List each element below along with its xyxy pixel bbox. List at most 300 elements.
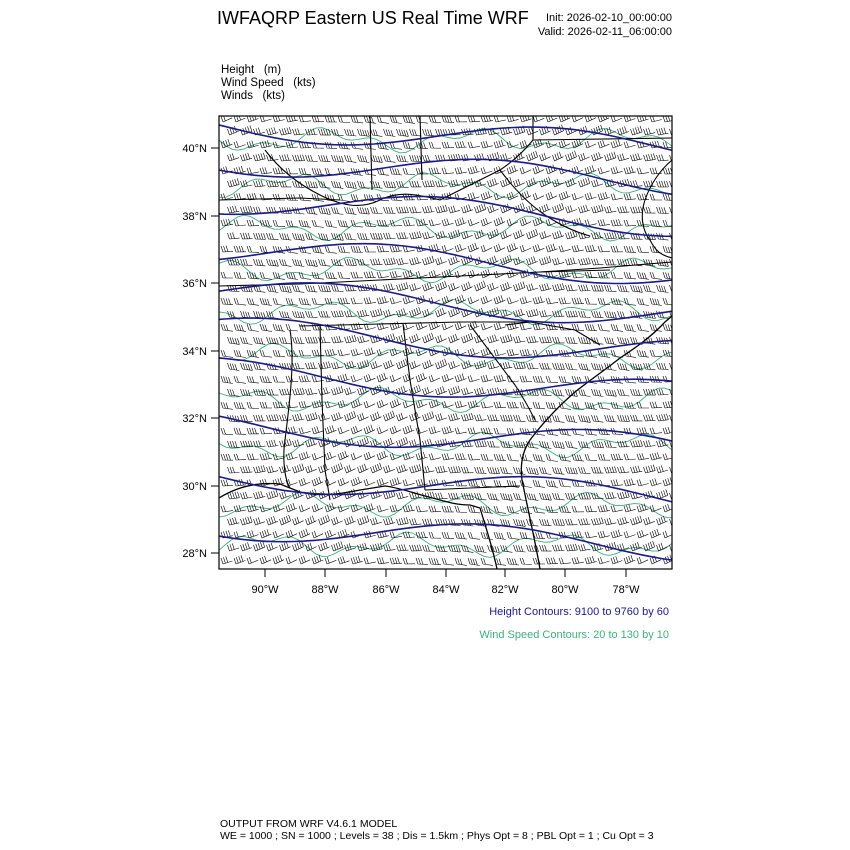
wind-barb — [566, 493, 578, 499]
wind-barb — [618, 126, 629, 135]
wind-barb — [299, 505, 310, 512]
wind-barb — [319, 155, 331, 162]
wind-barb — [247, 298, 259, 305]
wind-barb — [338, 298, 350, 304]
wind-barb — [494, 402, 506, 408]
wind-barb — [260, 298, 272, 306]
wind-barb — [267, 516, 278, 525]
wind-barb — [286, 142, 298, 149]
wind-barb — [475, 281, 486, 291]
wind-barb — [585, 219, 597, 226]
wind-barb — [488, 545, 500, 553]
wind-barb — [221, 246, 233, 252]
wind-barb — [280, 154, 292, 161]
wind-barb — [429, 168, 441, 174]
wind-barb — [325, 530, 336, 538]
wind-barb — [670, 542, 681, 551]
wind-barb — [429, 219, 441, 226]
wind-barb — [663, 324, 675, 331]
wind-barb — [260, 376, 272, 383]
wind-barb — [397, 437, 408, 447]
wind-barb — [345, 207, 357, 214]
wind-barb — [455, 453, 467, 460]
wind-barb — [384, 283, 396, 291]
wind-barb — [442, 426, 454, 434]
wind-barb — [553, 493, 565, 500]
wind-barb — [468, 375, 480, 382]
wind-barb — [228, 389, 240, 396]
wind-barb — [650, 272, 662, 279]
wind-barb — [345, 543, 356, 551]
wind-barb — [520, 297, 532, 304]
wind-barb — [410, 257, 422, 265]
wind-barb — [585, 193, 597, 201]
wind-barb — [377, 272, 389, 278]
wind-barb — [611, 479, 623, 486]
wind-barb — [572, 193, 583, 200]
wind-barb — [546, 192, 557, 200]
wind-barb — [228, 441, 240, 447]
wind-barb — [351, 272, 363, 278]
wind-barb — [572, 506, 584, 512]
wind-barb — [598, 454, 610, 460]
wind-barb — [611, 350, 623, 358]
wind-barb — [273, 350, 285, 357]
wind-barb — [670, 491, 681, 499]
wind-barb — [286, 402, 298, 408]
wind-barb — [611, 402, 623, 409]
wind-barb — [384, 438, 395, 447]
wind-barb — [345, 155, 357, 162]
wind-barb — [507, 349, 519, 356]
wind-barb — [611, 454, 623, 460]
wind-barb — [670, 515, 681, 525]
wind-barb — [358, 491, 369, 499]
wind-barb — [351, 375, 362, 382]
wind-barb — [254, 153, 266, 161]
wind-barb — [377, 116, 389, 123]
wind-barb — [234, 505, 246, 512]
wind-barb — [345, 387, 356, 395]
lat-tick-label: 40°N — [182, 143, 207, 155]
wind-barb — [566, 127, 577, 135]
wind-barb — [267, 259, 279, 266]
wind-barb — [423, 129, 435, 136]
wind-barb — [553, 152, 564, 161]
wind-barb — [423, 232, 435, 239]
wind-barb — [631, 466, 643, 473]
wind-barb — [273, 220, 285, 227]
wind-barb — [390, 426, 401, 434]
wind-barb — [423, 155, 435, 161]
wind-barb — [442, 168, 454, 174]
field-unit: (kts) — [293, 77, 316, 89]
wind-barb — [390, 532, 402, 538]
wind-barb — [527, 363, 539, 369]
wind-barb — [527, 519, 539, 526]
wind-barb — [468, 532, 480, 539]
wind-barb — [455, 401, 467, 408]
wind-barb — [390, 399, 401, 408]
wind-barb — [436, 413, 448, 421]
wind-barb — [481, 245, 492, 252]
wind-speed-contour-line — [214, 343, 676, 369]
wind-barb — [364, 452, 375, 460]
wind-barb — [384, 310, 396, 318]
wind-barb — [468, 142, 480, 148]
wind-barb — [377, 557, 389, 564]
wind-barb — [592, 232, 604, 239]
wind-barb — [390, 557, 402, 564]
wind-barb — [306, 362, 318, 369]
wind-barb — [358, 181, 370, 188]
lat-tick-label: 38°N — [182, 211, 207, 223]
wind-barb — [501, 334, 513, 343]
wind-barb — [397, 544, 409, 551]
wind-barb — [618, 337, 630, 345]
wind-barb — [436, 466, 448, 473]
wind-barb — [644, 207, 656, 213]
wind-barb — [507, 297, 518, 304]
wind-barb — [553, 519, 565, 525]
wind-barb — [306, 181, 318, 188]
wind-barb — [332, 285, 344, 291]
wind-barb — [488, 283, 499, 291]
wind-barb — [598, 219, 610, 226]
wind-barb — [241, 311, 253, 318]
wind-barb — [449, 413, 461, 421]
wind-barb — [455, 271, 466, 278]
wind-barb — [410, 181, 422, 187]
wind-barb — [520, 218, 531, 226]
wind-barb — [663, 298, 675, 305]
wind-barb — [514, 230, 525, 239]
wind-barb — [540, 493, 552, 500]
lon-tick-label: 78°W — [612, 584, 640, 596]
wind-barb — [390, 168, 402, 175]
wind-barb — [371, 361, 382, 369]
wind-barb — [221, 298, 233, 305]
wind-barb — [397, 413, 408, 421]
lat-tick-label: 28°N — [182, 548, 207, 560]
wind-barb — [286, 168, 298, 174]
wind-barb — [254, 180, 266, 187]
wind-barb — [637, 350, 649, 357]
wind-barb — [637, 168, 649, 174]
wind-barb — [585, 114, 596, 122]
wind-barb — [273, 376, 285, 382]
wind-barb — [520, 245, 531, 252]
border-tn-ga — [300, 322, 530, 326]
wind-barb — [462, 205, 473, 214]
wind-barb — [351, 477, 362, 486]
wind-barb — [280, 337, 292, 344]
wind-barb — [663, 427, 675, 434]
wind-barb — [299, 452, 310, 461]
wind-barb — [280, 127, 292, 135]
wind-barb — [670, 285, 682, 292]
wind-barb — [234, 298, 246, 305]
wind-barb — [403, 374, 414, 382]
wind-barb — [475, 467, 487, 473]
wind-barb — [358, 336, 370, 343]
wind-barb — [273, 531, 284, 538]
wind-barb — [423, 206, 435, 213]
wind-barb — [559, 454, 571, 461]
wind-barb — [384, 544, 396, 551]
wind-barb — [442, 245, 453, 252]
wind-barb — [345, 335, 357, 343]
state-boundaries — [219, 116, 672, 569]
wind-barb — [397, 129, 409, 136]
wind-barb — [351, 323, 363, 330]
wind-barb — [397, 232, 409, 239]
wind-barb — [364, 558, 376, 565]
wind-barb — [507, 558, 519, 565]
wind-barb — [611, 272, 623, 279]
wind-barb — [332, 336, 344, 343]
wind-barb — [247, 168, 259, 175]
wind-barb — [462, 282, 473, 291]
wind-barb — [332, 463, 343, 473]
longitude-axis — [251, 569, 640, 596]
wind-barb — [319, 259, 331, 266]
wind-barb — [611, 167, 623, 174]
wind-barb — [390, 220, 402, 226]
wind-barb — [338, 350, 350, 357]
wind-barb — [553, 203, 564, 213]
wind-barb — [436, 180, 448, 187]
wind-barb — [631, 207, 643, 214]
wind-barb — [605, 363, 617, 371]
wind-barb — [553, 258, 565, 265]
wind-barb — [254, 207, 266, 213]
wind-barb — [559, 113, 570, 122]
wind-barb — [319, 387, 331, 395]
wind-barb — [410, 283, 421, 291]
wind-barb — [605, 259, 617, 265]
wind-barb — [247, 402, 259, 409]
wind-barb — [390, 348, 401, 356]
wind-barb — [338, 427, 349, 434]
wind-barb — [592, 518, 604, 526]
wind-barb — [267, 154, 279, 161]
wind-barb — [442, 116, 454, 122]
wind-barb — [566, 151, 577, 161]
wind-barb — [228, 517, 240, 525]
wind-barb — [397, 492, 409, 499]
wind-barb — [293, 363, 305, 369]
wind-barb — [325, 557, 336, 564]
wind-barb — [299, 194, 311, 201]
wind-barb — [228, 206, 240, 213]
wind-barb — [663, 246, 675, 253]
wind-barb — [377, 427, 388, 434]
wind-barb — [579, 544, 591, 551]
wind-barb — [397, 207, 409, 213]
wind-barb — [293, 259, 305, 267]
wind-barb — [553, 125, 564, 135]
wind-barb — [650, 168, 662, 174]
wind-barb — [527, 493, 539, 500]
wind-barb — [403, 479, 415, 486]
wind-barb — [241, 153, 253, 161]
wind-barb — [241, 466, 253, 473]
wind-barb — [403, 425, 414, 434]
wind-barb — [488, 229, 499, 239]
wind-barb — [332, 541, 343, 551]
wind-barb — [546, 558, 558, 564]
wind-barb — [364, 503, 375, 512]
wind-barb — [579, 285, 591, 291]
wind-barb — [338, 478, 349, 486]
wind-barb — [280, 259, 292, 266]
wind-barb — [670, 414, 682, 421]
wind-barb — [442, 219, 454, 226]
wind-barb — [605, 127, 616, 135]
wind-barb — [657, 181, 669, 187]
wind-barb — [429, 116, 441, 123]
wind-barb — [546, 480, 558, 487]
wind-barb — [234, 555, 245, 564]
wind-barb — [358, 207, 370, 214]
wind-barb — [306, 311, 318, 318]
wind-barb — [384, 360, 395, 369]
wind-barb — [507, 192, 518, 200]
wind-barb — [644, 517, 655, 525]
wind-barb — [553, 283, 565, 291]
wind-barb — [501, 282, 512, 291]
wind-barb — [488, 441, 500, 447]
wind-barb — [364, 425, 375, 434]
wind-barb — [468, 270, 479, 278]
wind-barb — [293, 414, 305, 422]
wind-barb — [455, 167, 467, 174]
wind-barb — [312, 220, 324, 228]
wind-barb — [403, 220, 415, 227]
wind-barb — [416, 506, 428, 512]
wind-barb — [247, 141, 259, 148]
wind-barb — [540, 256, 552, 265]
wind-barb — [273, 298, 285, 306]
wind-barb — [533, 193, 544, 200]
wind-barb — [559, 558, 571, 564]
wind-barb — [280, 414, 292, 421]
wind-barb — [637, 427, 649, 434]
wind-barb — [455, 558, 467, 565]
wind-barb — [611, 140, 622, 149]
wind-barb — [507, 243, 518, 252]
wind-barb — [338, 116, 350, 123]
wind-barb — [410, 518, 422, 525]
wind-barb — [403, 558, 415, 564]
wind-barb — [312, 350, 324, 356]
wind-barb — [501, 493, 513, 500]
wind-barb — [598, 246, 610, 252]
chart-title: IWFAQRP Eastern US Real Time WRF — [217, 8, 529, 28]
wind-barb — [410, 307, 421, 317]
wind-barb — [306, 337, 318, 343]
wind-barb — [481, 141, 493, 148]
wind-barb — [585, 454, 597, 461]
wind-barb — [611, 556, 622, 564]
wind-barb — [637, 479, 649, 486]
wind-barb — [221, 350, 233, 357]
wind-barb — [371, 233, 383, 239]
wind-barb — [338, 556, 350, 564]
wind-barb — [377, 400, 388, 408]
wind-barb — [572, 245, 584, 252]
wind-barb — [579, 258, 591, 265]
wind-barb — [540, 231, 551, 239]
wind-barb — [468, 243, 479, 252]
wind-barb — [637, 530, 648, 538]
wind-barb — [410, 207, 422, 214]
wind-barb — [631, 415, 643, 421]
wind-barb — [338, 451, 349, 460]
wind-barb — [254, 517, 265, 525]
wind-barb — [358, 516, 369, 526]
wind-barb — [546, 506, 558, 513]
wind-barb — [280, 542, 291, 551]
wind-barb — [436, 493, 448, 499]
wind-barb — [481, 218, 492, 226]
wind-speed-contour-line — [214, 128, 676, 153]
wind-barb — [481, 532, 493, 540]
wind-barb — [631, 389, 643, 396]
wind-barb — [436, 359, 447, 369]
wind-barb — [397, 335, 408, 343]
wind-barb — [260, 556, 271, 564]
wind-barb — [611, 219, 623, 226]
wind-barb — [423, 256, 435, 265]
wind-barb — [234, 324, 246, 331]
wind-barb — [579, 467, 591, 474]
wind-barb — [325, 349, 337, 356]
wind-barb — [390, 505, 402, 512]
wind-barb — [650, 529, 661, 538]
wind-barb — [371, 463, 382, 473]
wind-barb — [481, 375, 493, 382]
wind-barb — [364, 297, 376, 304]
wind-barb — [462, 333, 473, 343]
wind-barb — [611, 530, 623, 538]
wind-barb — [585, 556, 597, 564]
wind-barb — [650, 220, 662, 227]
wind-barb — [299, 298, 311, 305]
wind-barb — [494, 532, 506, 540]
wind-barb — [267, 440, 279, 447]
latitude-axis — [182, 143, 219, 560]
wind-barb — [312, 531, 323, 538]
wind-barb — [618, 466, 630, 473]
wind-barb — [670, 128, 682, 135]
wind-barb — [247, 113, 258, 122]
wind-barb — [436, 386, 447, 395]
wind-barb — [624, 114, 635, 122]
border-pa-md — [533, 138, 672, 140]
field-name: Height — [221, 64, 255, 76]
wind-barb — [644, 128, 656, 135]
wind-barb — [605, 389, 617, 396]
wind-barb — [397, 155, 409, 162]
wind-barb — [332, 517, 343, 525]
wind-barb — [312, 194, 324, 201]
wind-barb — [559, 480, 571, 487]
wind-barb — [637, 324, 649, 331]
wind-barb — [566, 415, 578, 423]
wind-barb — [488, 205, 499, 213]
